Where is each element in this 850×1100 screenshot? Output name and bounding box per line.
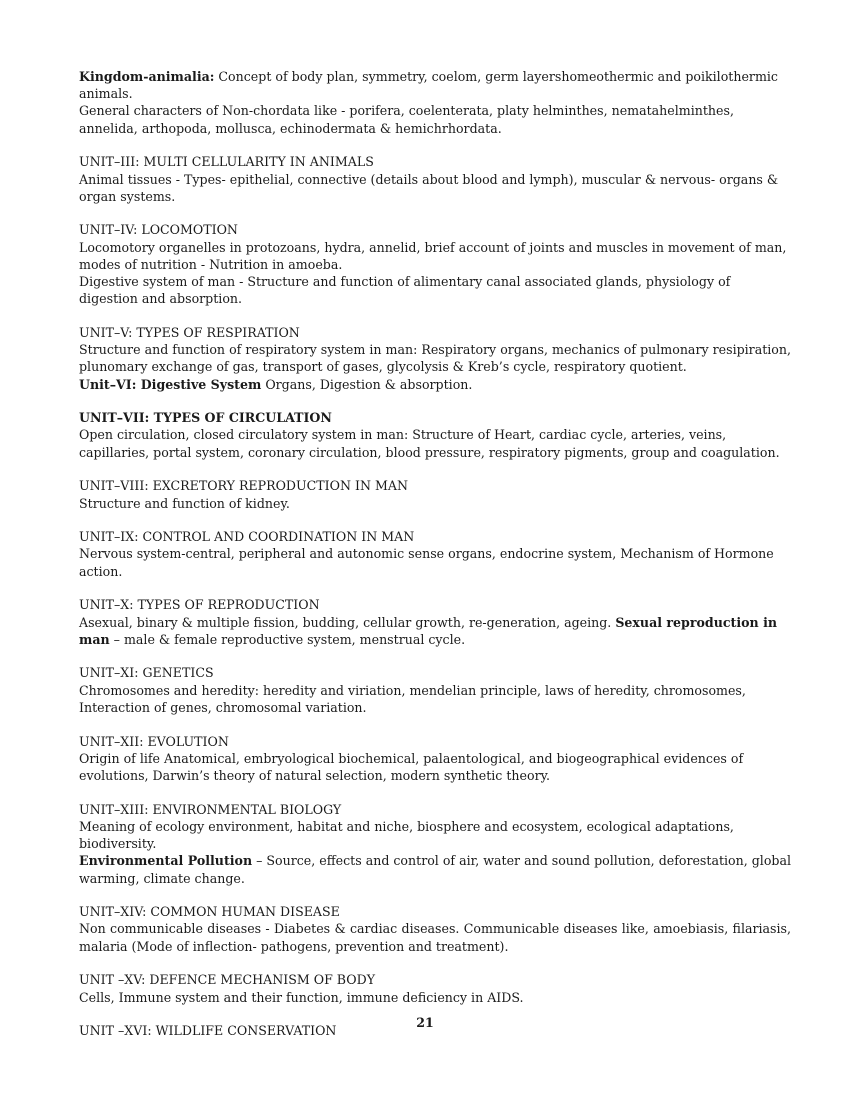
section-unit-14 (79, 903, 791, 955)
unit-heading: UNIT–XI: GENETICS (79, 665, 214, 681)
section-unit-12 (79, 733, 791, 785)
paragraph: Structure and function of respiratory system in man: Respiratory organs, mechanics of pulmonary resipiration, plunomary exchange of gas, transport of gases, glycolysis & Kreb’s cycle, respiratory quotient. (79, 342, 791, 375)
paragraph (79, 376, 791, 393)
section-unit-11 (79, 664, 791, 716)
paragraph: Locomotory organelles in protozoans, hydra, annelid, brief account of joints and muscles in movement of man, modes of nutrition - Nutrition in amoeba. (79, 239, 787, 272)
paragraph: General characters of Non-chordata like - porifera, coelenterata, platy helminthes, nematahelminthes, annelida, arthopoda, mollusca, echinodermata & hemichrhordata. (79, 103, 734, 136)
paragraph: Meaning of ecology environment, habitat and niche, biosphere and ecosystem, ecological adaptations, biodiversity. (79, 818, 734, 852)
paragraph (79, 852, 791, 886)
unit-heading: UNIT–V: TYPES OF RESPIRATION (79, 324, 300, 340)
section-unit-3 (79, 153, 791, 205)
page-number: 21 (416, 1015, 434, 1030)
section-unit-9 (79, 528, 791, 580)
bold-term: Environmental Pollution (79, 853, 253, 869)
unit-heading: UNIT–IV: LOCOMOTION (79, 222, 238, 238)
paragraph: Animal tissues - Types- epithelial, connective (details about blood and lymph), muscular & nervous- organs & organ systems. (79, 171, 779, 204)
section-kingdom-animalia (79, 68, 791, 137)
bold-term: Unit–VI: Digestive System (79, 376, 262, 392)
paragraph: Chromosomes and heredity: heredity and viriation, mendelian principle, laws of heredity, chromosomes, Interaction of genes, chromosomal variation. (79, 682, 746, 715)
paragraph: Structure and function of kidney. (79, 495, 290, 511)
paragraph-text: – Source, effects and control of air, water and sound pollution, deforestation, global warming, climate change. (79, 853, 792, 886)
paragraph (79, 68, 791, 102)
paragraph: Origin of life Anatomical, embryological biochemical, palaentological, and biogeographical evidences of evolutions, Darwin’s theory of natural selection, modern synthetic theory. (79, 750, 744, 783)
paragraph (79, 614, 791, 648)
unit-heading: UNIT–III: MULTI CELLULARITY IN ANIMALS (79, 154, 374, 170)
section-unit-7 (79, 409, 791, 461)
section-unit-5 (79, 324, 791, 393)
unit-heading: UNIT–IX: CONTROL AND COORDINATION IN MAN (79, 529, 415, 545)
paragraph: Cells, Immune system and their function, immune deficiency in AIDS. (79, 989, 524, 1005)
bold-term: Sexual reproduction in man (79, 614, 778, 647)
paragraph: Non communicable diseases - Diabetes & cardiac diseases. Communicable diseases like, amoebiasis, filariasis, malaria (Mode of inflection- pathogens, prevention and treatment). (79, 921, 791, 954)
unit-heading: UNIT–XIII: ENVIRONMENTAL BIOLOGY (79, 801, 342, 817)
section-unit-4 (79, 221, 791, 307)
unit-heading: UNIT–VII: TYPES OF CIRCULATION (79, 410, 332, 426)
unit-heading: UNIT–XIV: COMMON HUMAN DISEASE (79, 904, 340, 920)
section-unit-10 (79, 596, 791, 648)
paragraph: Digestive system of man - Structure and function of alimentary canal associated glands, physiology of digestion and absorption. (79, 274, 731, 307)
paragraph-text: Concept of body plan, symmetry, coelom, germ layershomeothermic and poikilothermic animals. (79, 69, 778, 102)
section-unit-13 (79, 801, 791, 887)
unit-heading: UNIT–VIII: EXCRETORY REPRODUCTION IN MAN (79, 478, 408, 494)
paragraph-text: Organs, Digestion & absorption. (261, 376, 473, 392)
unit-heading: UNIT –XVI: WILDLIFE CONSERVATION (79, 1023, 337, 1039)
unit-heading: UNIT–XII: EVOLUTION (79, 733, 229, 749)
section-unit-8 (79, 477, 791, 511)
paragraph-text: Asexual, binary & multiple fission, budding, cellular growth, re-generation, ageing. (79, 614, 616, 630)
paragraph-text: – male & female reproductive system, menstrual cycle. (109, 631, 466, 647)
section-unit-15 (79, 971, 791, 1005)
bold-term: Kingdom-animalia: (79, 69, 215, 84)
paragraph: Open circulation, closed circulatory system in man: Structure of Heart, cardiac cycle, arteries, veins, capillaries, portal system, coronary circulation, blood pressure, respiratory pigments, group and coagulation. (79, 427, 780, 460)
unit-heading: UNIT –XV: DEFENCE MECHANISM OF BODY (79, 972, 376, 988)
paragraph: Nervous system-central, peripheral and autonomic sense organs, endocrine system, Mechanism of Hormone action. (79, 546, 774, 579)
unit-heading: UNIT–X: TYPES OF REPRODUCTION (79, 597, 320, 613)
document-body (79, 68, 791, 1056)
